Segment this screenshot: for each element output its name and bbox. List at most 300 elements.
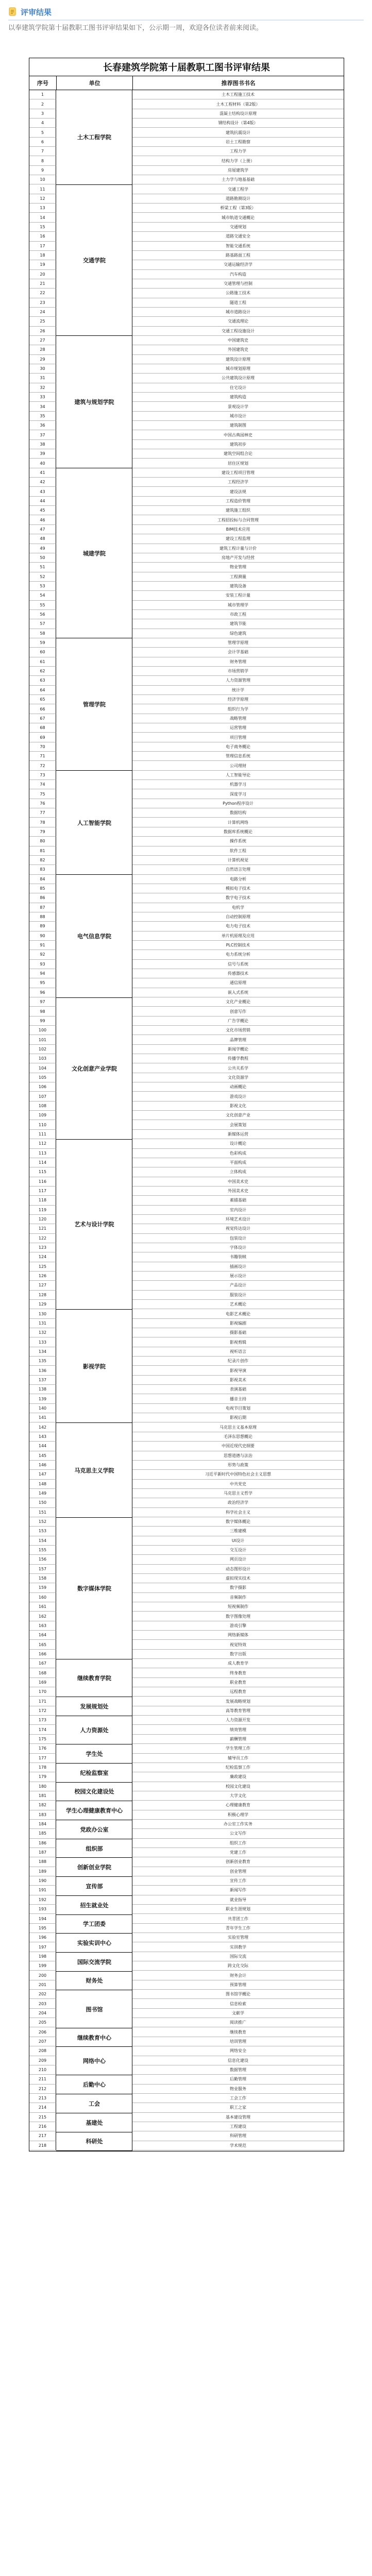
row-index: 86 [29,893,56,903]
row-index: 209 [29,2056,56,2065]
row-index: 4 [29,118,56,128]
book-title: 物业服务 [132,2084,344,2094]
row-index: 99 [29,1016,56,1026]
book-title: 操作系统 [132,837,344,846]
book-title: 嵌入式系统 [132,988,344,997]
book-title: 字体设计 [132,1243,344,1252]
row-index: 112 [29,1139,56,1148]
row-index: 43 [29,487,56,496]
book-title: 网页设计 [132,1555,344,1564]
row-index: 173 [29,1716,56,1725]
row-index: 80 [29,837,56,846]
row-index: 170 [29,1687,56,1697]
book-title: 道路勘测设计 [132,194,344,204]
row-index: 55 [29,601,56,610]
row-index: 155 [29,1546,56,1555]
unit-name: 人力资源处 [56,1716,132,1744]
row-index: 72 [29,761,56,770]
book-title: 单片机原理及应用 [132,931,344,941]
book-title: 传播学教程 [132,1054,344,1063]
book-title: 音频制作 [132,1593,344,1602]
row-index: 154 [29,1536,56,1546]
book-title: 实训教学 [132,1942,344,1952]
row-index: 84 [29,875,56,884]
row-index: 2 [29,99,56,109]
book-title: 岩土工程勘察 [132,138,344,147]
unit-name: 学生处 [56,1744,132,1764]
book-title: 跨文化交际 [132,1961,344,1971]
book-title: 建筑抗震设计 [132,128,344,137]
row-index: 30 [29,364,56,374]
unit-name: 电气信息学院 [56,875,132,998]
row-index: 169 [29,1678,56,1687]
row-index: 165 [29,1640,56,1649]
row-index: 16 [29,232,56,241]
book-title: 自然语言处理 [132,865,344,874]
book-title: 交通工程学 [132,184,344,194]
row-index: 8 [29,156,56,165]
book-title: 后勤管理 [132,2075,344,2084]
row-index: 114 [29,1158,56,1167]
row-index: 25 [29,317,56,326]
row-index: 128 [29,1291,56,1300]
book-title: 党建工作 [132,1848,344,1857]
row-index: 52 [29,572,56,582]
book-title: 项目管理 [132,733,344,742]
index-column [29,90,56,2151]
book-title: 路基路面工程 [132,251,344,260]
row-index: 36 [29,421,56,430]
book-title: 创意写作 [132,1007,344,1016]
row-index: 14 [29,213,56,222]
book-title: 工程测量 [132,572,344,582]
book-title: 文化创意产业 [132,1111,344,1120]
book-title: 艺术概论 [132,1300,344,1309]
book-title: 高等教育管理 [132,1706,344,1716]
book-title: 外国美术史 [132,1187,344,1196]
book-title: 公共关系学 [132,1063,344,1073]
row-index: 115 [29,1167,56,1177]
book-title: 建筑初步 [132,440,344,449]
book-title: 市政工程 [132,610,344,619]
section-tag-text: 评审结果 [21,7,52,17]
book-title: 虚拟现实技术 [132,1574,344,1583]
row-index: 180 [29,1782,56,1791]
book-title: 建筑设计原理 [132,355,344,364]
row-index: 143 [29,1432,56,1442]
row-index: 156 [29,1555,56,1564]
row-index: 187 [29,1848,56,1857]
book-title: 色彩构成 [132,1149,344,1158]
unit-name: 宣传部 [56,1877,132,1896]
row-index: 203 [29,1999,56,2008]
row-index: 21 [29,279,56,289]
row-index: 105 [29,1073,56,1082]
row-index: 41 [29,468,56,478]
row-index: 122 [29,1234,56,1243]
book-title: 绩效管理 [132,1725,344,1734]
row-index: 28 [29,345,56,354]
row-index: 153 [29,1527,56,1536]
unit-name: 艺术与设计学院 [56,1140,132,1310]
unit-name: 建筑与规划学院 [56,336,132,468]
row-index: 182 [29,1801,56,1810]
row-index: 181 [29,1791,56,1801]
row-index: 189 [29,1867,56,1876]
book-title: 房地产开发与经营 [132,553,344,563]
book-title: 职业教育 [132,1678,344,1687]
row-index: 1 [29,90,56,99]
row-index: 70 [29,742,56,752]
row-index: 62 [29,667,56,676]
row-index: 214 [29,2103,56,2112]
book-title: 土木工程施工技术 [132,90,344,99]
book-title: 公共建筑设计原理 [132,374,344,383]
book-title: 交通规划 [132,223,344,232]
row-index: 3 [29,109,56,118]
unit-name: 继续教育中心 [56,2028,132,2047]
row-index: 90 [29,931,56,941]
book-title: 城市道路设计 [132,308,344,317]
header-title: 推荐图书书名 [221,80,256,87]
book-title: 预算管理 [132,1980,344,1990]
book-title: 游戏引擎 [132,1621,344,1631]
book-title: 视觉特效 [132,1640,344,1649]
unit-name: 后勤中心 [56,2076,132,2095]
row-index: 77 [29,808,56,818]
row-index: 130 [29,1309,56,1318]
row-index: 64 [29,686,56,695]
book-title: 文献学 [132,2009,344,2018]
row-index: 212 [29,2084,56,2094]
book-title: 创业管理 [132,1867,344,1876]
row-index: 195 [29,1924,56,1933]
book-title: 人力资源管理 [132,676,344,685]
book-title: 房屋建筑学 [132,166,344,175]
row-index: 202 [29,1990,56,1999]
row-index: 5 [29,128,56,137]
row-index: 186 [29,1839,56,1848]
book-title: 建筑节能 [132,619,344,629]
book-title: 建筑制图 [132,421,344,430]
book-title: 影视后期 [132,1413,344,1422]
book-title: 住宅设计 [132,383,344,393]
book-title: 素描基础 [132,1196,344,1205]
row-index: 190 [29,1876,56,1886]
row-index: 78 [29,818,56,827]
row-index: 107 [29,1092,56,1101]
book-title: 形势与政策 [132,1461,344,1470]
row-index: 37 [29,430,56,439]
book-title: 科研管理 [132,2131,344,2141]
row-index: 159 [29,1583,56,1592]
book-title: 中国美术史 [132,1177,344,1187]
row-index: 83 [29,865,56,874]
row-index: 127 [29,1281,56,1290]
row-index: 144 [29,1442,56,1451]
book-title: 土木工程材料（第2版） [132,99,344,109]
row-index: 81 [29,846,56,856]
unit-column [56,90,132,2151]
unit-name: 基建处 [56,2113,132,2132]
row-index: 59 [29,638,56,648]
book-title: 外国建筑史 [132,345,344,354]
row-index: 10 [29,175,56,184]
book-title: 远程教育 [132,1687,344,1697]
row-index: 100 [29,1026,56,1035]
row-index: 32 [29,383,56,393]
unit-name: 科研处 [56,2132,132,2151]
row-index: 193 [29,1905,56,1914]
row-index: 188 [29,1857,56,1867]
book-title: 广告学概论 [132,1016,344,1026]
book-title: 基本建设管理 [132,2113,344,2122]
row-index: 148 [29,1480,56,1489]
row-index: 113 [29,1149,56,1158]
book-title: 动画概论 [132,1082,344,1092]
row-index: 215 [29,2113,56,2122]
row-index: 58 [29,629,56,638]
row-index: 46 [29,515,56,524]
row-index: 24 [29,308,56,317]
book-title: 城市规划原理 [132,364,344,374]
book-title: 网络新媒体 [132,1631,344,1640]
book-title: 动态图形设计 [132,1565,344,1574]
row-index: 152 [29,1517,56,1527]
row-index: 60 [29,648,56,657]
row-index: 47 [29,525,56,534]
row-index: 198 [29,1952,56,1961]
row-index: 139 [29,1394,56,1403]
row-index: 147 [29,1470,56,1479]
book-title: 电视节目策划 [132,1404,344,1413]
book-title: 公路施工技术 [132,289,344,298]
book-title: 软件工程 [132,846,344,856]
book-title: 交通管理与控制 [132,279,344,289]
row-index: 160 [29,1593,56,1602]
row-index: 54 [29,591,56,600]
book-title: 土力学与地基基础 [132,175,344,184]
book-title: 城市轨道交通概论 [132,213,344,222]
row-index: 174 [29,1725,56,1734]
book-title: 表演基础 [132,1385,344,1394]
book-title: 结构力学（上册） [132,156,344,165]
notice-text: 以奉建筑学院第十届教职工图书评审结果如下，公示期一周，欢迎各位读者前来阅读。 [8,24,263,32]
book-title: 智能交通系统 [132,242,344,251]
book-title: 市场营销学 [132,667,344,676]
row-index: 65 [29,695,56,704]
book-title: 成人教育学 [132,1659,344,1668]
row-index: 211 [29,2075,56,2084]
book-title: 景观设计学 [132,402,344,411]
row-index: 49 [29,544,56,553]
book-title: 交互设计 [132,1546,344,1555]
unit-name: 土木工程学院 [56,90,132,185]
unit-name: 图书馆 [56,1990,132,2028]
row-index: 22 [29,289,56,298]
row-index: 138 [29,1385,56,1394]
book-title: 汽车构造 [132,270,344,279]
row-index: 102 [29,1045,56,1054]
row-index: 183 [29,1810,56,1820]
row-index: 167 [29,1659,56,1668]
row-index: 103 [29,1054,56,1063]
row-index: 134 [29,1347,56,1357]
row-index: 161 [29,1602,56,1612]
row-index: 142 [29,1422,56,1432]
row-index: 177 [29,1754,56,1763]
row-index: 207 [29,2037,56,2046]
book-title: 钢结构设计（第4版） [132,118,344,128]
book-title: 数据库系统概论 [132,827,344,837]
row-index: 129 [29,1300,56,1309]
unit-name: 管理学院 [56,638,132,771]
row-index: 164 [29,1631,56,1640]
table-body [29,90,344,2151]
row-index: 213 [29,2094,56,2103]
row-index: 145 [29,1451,56,1461]
book-title: 电影艺术概论 [132,1309,344,1318]
book-title: 绿色建筑 [132,629,344,638]
book-title: UI设计 [132,1536,344,1546]
row-index: 18 [29,251,56,260]
unit-name: 招生就业处 [56,1896,132,1915]
book-title: 职业生涯规划 [132,1905,344,1914]
row-index: 196 [29,1933,56,1942]
book-title: 心理健康教育 [132,1801,344,1810]
tag-divider [8,20,364,21]
book-title: 模拟电子技术 [132,884,344,893]
header-unit: 单位 [57,76,133,90]
book-title: 工程建设 [132,2122,344,2131]
book-title: 思想道德与法治 [132,1451,344,1461]
row-index: 201 [29,1980,56,1990]
row-index: 108 [29,1101,56,1111]
book-title: 建筑工程计量与计价 [132,544,344,553]
book-title: 物业管理 [132,563,344,572]
row-index: 135 [29,1357,56,1366]
row-index: 218 [29,2141,56,2150]
book-title: 国际交流 [132,1952,344,1961]
row-index: 40 [29,459,56,468]
row-index: 48 [29,534,56,544]
row-index: 124 [29,1252,56,1262]
book-title: 视听语言 [132,1347,344,1357]
book-title: 游戏设计 [132,1092,344,1101]
book-title: 影视文化 [132,1101,344,1111]
book-title: 混凝土结构设计原理 [132,109,344,118]
row-index: 109 [29,1111,56,1120]
book-title: 产品设计 [132,1281,344,1290]
book-title: 文化产业概论 [132,997,344,1007]
book-title: 工程力学 [132,147,344,156]
book-title: 统计学 [132,686,344,695]
row-index: 88 [29,912,56,922]
row-index: 204 [29,2009,56,2018]
row-index: 97 [29,997,56,1007]
unit-name: 校园文化建设处 [56,1783,132,1802]
book-title: 建筑构造 [132,393,344,402]
row-index: 42 [29,478,56,487]
book-title: 隧道工程 [132,298,344,308]
book-title: 摄影基础 [132,1328,344,1337]
row-index: 53 [29,582,56,591]
book-title: 室内设计 [132,1206,344,1215]
row-index: 67 [29,714,56,723]
row-index: 158 [29,1574,56,1583]
book-title: 终身教育 [132,1668,344,1677]
row-index: 89 [29,922,56,931]
book-title: 财务会计 [132,1971,344,1980]
book-title: 纪检监察工作 [132,1763,344,1772]
row-index: 199 [29,1961,56,1971]
section-tag [8,5,52,19]
row-index: 133 [29,1337,56,1347]
row-index: 87 [29,903,56,912]
book-title: 网络安全 [132,2046,344,2056]
row-index: 71 [29,752,56,761]
row-index: 79 [29,827,56,837]
book-title: 马克思主义哲学 [132,1489,344,1498]
book-title: 战略管理 [132,714,344,723]
book-title: 数字媒体概论 [132,1517,344,1527]
row-index: 20 [29,270,56,279]
book-title: 电力电子技术 [132,922,344,931]
row-index: 85 [29,884,56,893]
row-index: 194 [29,1914,56,1923]
row-index: 146 [29,1461,56,1470]
results-table [29,58,344,2151]
title-column [132,90,344,2151]
book-title: 培训管理 [132,2037,344,2046]
book-title: 阅读推广 [132,2018,344,2027]
row-index: 125 [29,1262,56,1272]
book-title: 播音主持 [132,1394,344,1403]
unit-name: 学工团委 [56,1915,132,1934]
row-index: 200 [29,1971,56,1980]
row-index: 184 [29,1820,56,1829]
book-title: 工会工作 [132,2094,344,2103]
row-index: 45 [29,506,56,515]
row-index: 38 [29,440,56,449]
row-index: 63 [29,676,56,685]
book-title: 创新创业教育 [132,1857,344,1867]
unit-name: 实验实训中心 [56,1934,132,1953]
book-title: 书籍装帧 [132,1252,344,1262]
row-index: 117 [29,1187,56,1196]
row-index: 191 [29,1886,56,1895]
book-title: 信息化建设 [132,2056,344,2065]
book-title: Python程序设计 [132,799,344,808]
row-index: 11 [29,184,56,194]
book-title: 发展战略规划 [132,1697,344,1706]
book-title: 影视美术 [132,1376,344,1385]
row-index: 116 [29,1177,56,1187]
book-title: 城市管理学 [132,601,344,610]
row-index: 31 [29,374,56,383]
unit-name: 人工智能学院 [56,771,132,875]
row-index: 210 [29,2065,56,2075]
book-title: 建筑空间组合论 [132,449,344,459]
book-title: 插画设计 [132,1262,344,1272]
row-index: 34 [29,402,56,411]
book-title: BIM技术应用 [132,525,344,534]
row-index: 175 [29,1735,56,1744]
unit-name: 工会 [56,2094,132,2113]
book-title: 文化资源学 [132,1073,344,1082]
book-title: 职工之家 [132,2103,344,2112]
unit-name: 城建学院 [56,468,132,638]
